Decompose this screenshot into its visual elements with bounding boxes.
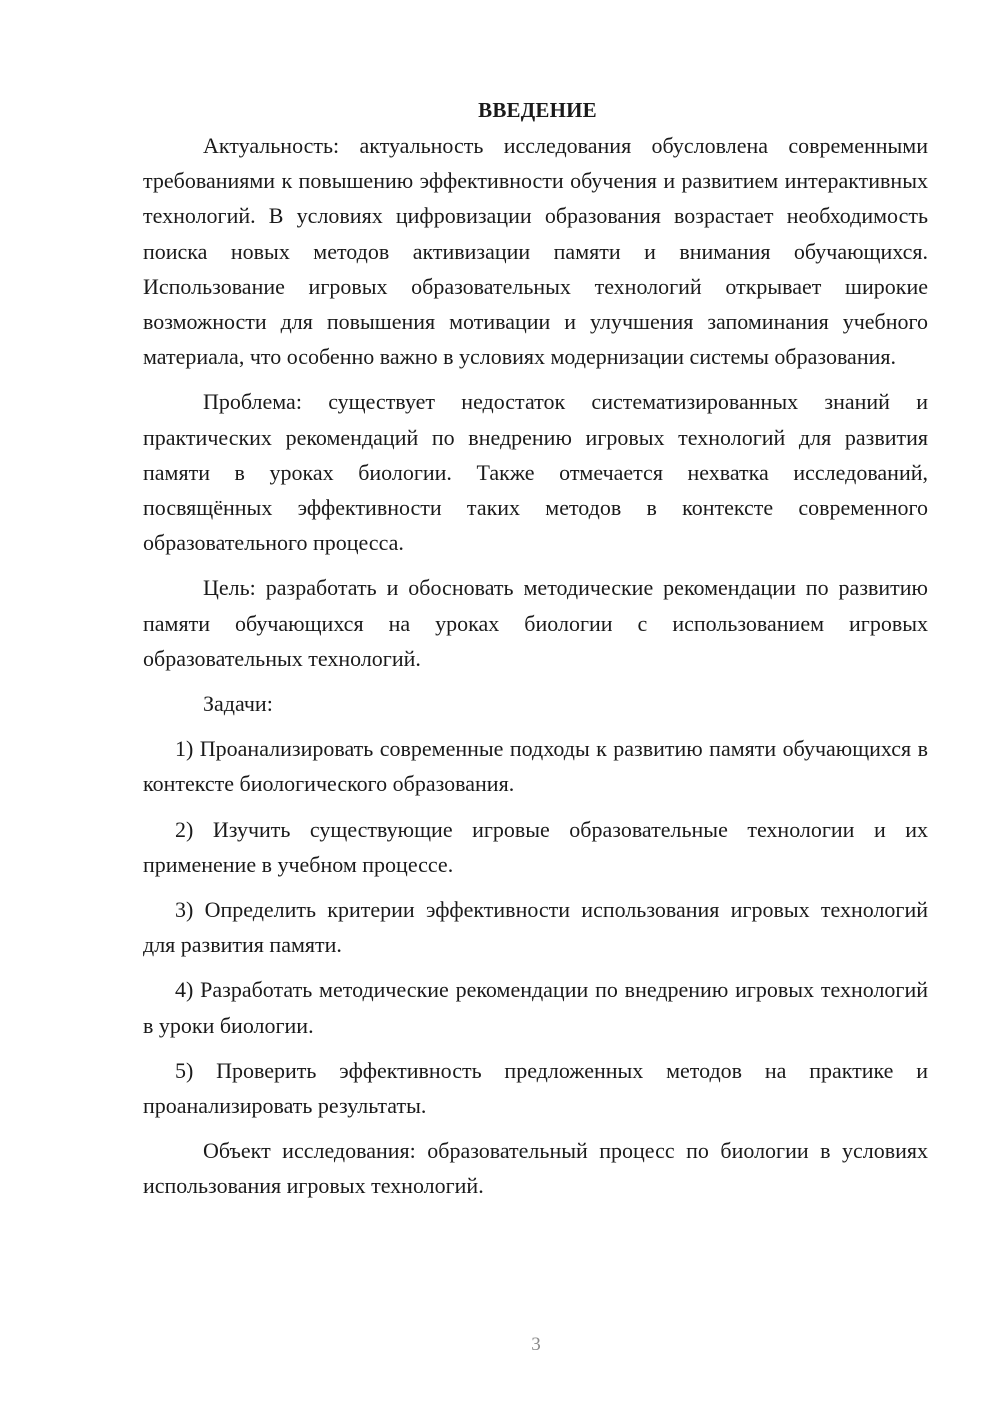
relevance-paragraph: Актуальность: актуальность исследования обусловлена современными требованиями к повышению эффективности обучения и развитием интерактивных технологий. В условиях цифровизации образования возрастает необходимость поиска новых методов активизации памяти и внимания обучающихся. Использование игровых образовательных технологий открывает широкие возможности для повышения мотивации и улучшения запоминания учебного материала, что особенно важно в условиях модернизации системы образования. xyxy=(143,133,928,370)
task-item-3: 3) Определить критерии эффективности использования игровых технологий для развития памяти. xyxy=(143,897,928,958)
page-content xyxy=(143,93,928,1214)
problem-paragraph: Проблема: существует недостаток систематизированных знаний и практических рекомендаций по внедрению игровых технологий для развития памяти в уроках биологии. Также отмечается нехватка исследований, посвящённых эффективности таких методов в контексте современного образовательного процесса. xyxy=(143,389,928,556)
task-item-2: 2) Изучить существующие игровые образовательные технологии и их применение в учебном процессе. xyxy=(143,816,928,877)
task-item-4: 4) Разработать методические рекомендации по внедрению игровых технологий в уроки биологии. xyxy=(143,977,928,1038)
goal-paragraph: Цель: разработать и обосновать методические рекомендации по развитию памяти обучающихся на уроках биологии с использованием игровых образовательных технологий. xyxy=(143,575,928,671)
section-title: ВВЕДЕНИЕ xyxy=(478,98,597,122)
tasks-heading: Задачи: xyxy=(203,691,273,717)
page-number: 3 xyxy=(531,1334,541,1355)
task-item-5: 5) Проверить эффективность предложенных методов на практике и проанализировать результаты. xyxy=(143,1057,928,1119)
object-paragraph: Объект исследования: образовательный процесс по биологии в условиях использования игровых технологий. xyxy=(143,1138,928,1199)
task-item-1: 1) Проанализировать современные подходы к развитию памяти обучающихся в контексте биологического образования. xyxy=(143,736,928,797)
tasks-list xyxy=(143,731,928,1123)
